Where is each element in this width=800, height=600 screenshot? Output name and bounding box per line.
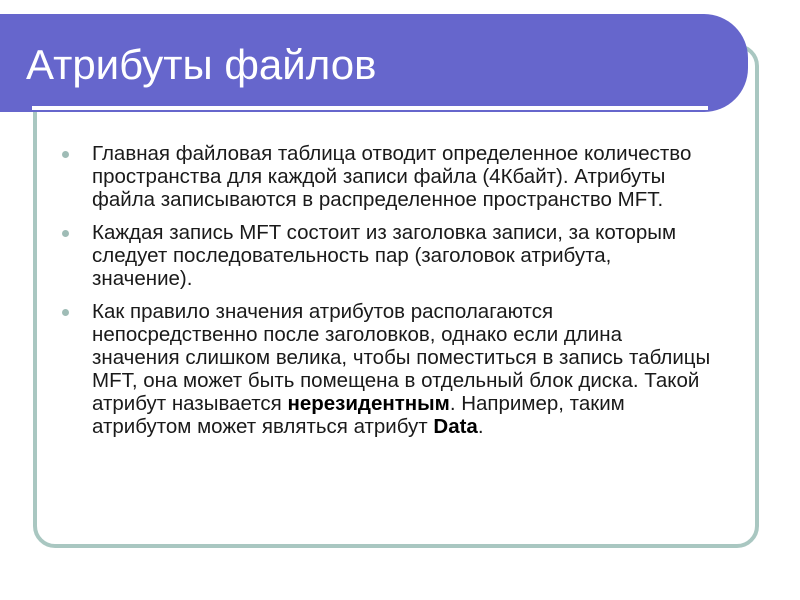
bullet-text-segment: Как правило значения атрибутов располагаются непосредственно после заголовков, однако если длина значения слишком велика, чтобы поместиться в запись таблицы MFT, она может быть помещена в отдельный блок диска. Такой атрибут называется [92, 300, 711, 415]
bullet-item [62, 142, 712, 211]
bullet-dot-icon [62, 151, 69, 158]
bullet-item [62, 221, 712, 290]
bullet-item [62, 300, 712, 438]
bold-term-data: Data [433, 415, 478, 438]
bullet-text-segment: . [477, 415, 484, 438]
bullet-text: Каждая запись MFT состоит из заголовка записи, за которым следует последовательность пар (заголовок атрибута, значение). [92, 221, 677, 290]
bullet-dot-icon [62, 230, 69, 237]
bold-term-nonresident: нерезидентным [287, 392, 450, 415]
bullet-text-segment: . Например, таким атрибутом может являться атрибут [92, 392, 625, 438]
bullet-text: Главная файловая таблица отводит определенное количество пространства для каждой записи файла (4Кбайт). Атрибуты файла записываются в распределенное пространство MFT. [92, 142, 692, 211]
bullet-text [92, 300, 710, 438]
title-underline [32, 106, 708, 110]
bullet-dot-icon [62, 309, 69, 316]
slide-title: Атрибуты файлов [26, 41, 377, 88]
bullet-list [62, 142, 712, 448]
